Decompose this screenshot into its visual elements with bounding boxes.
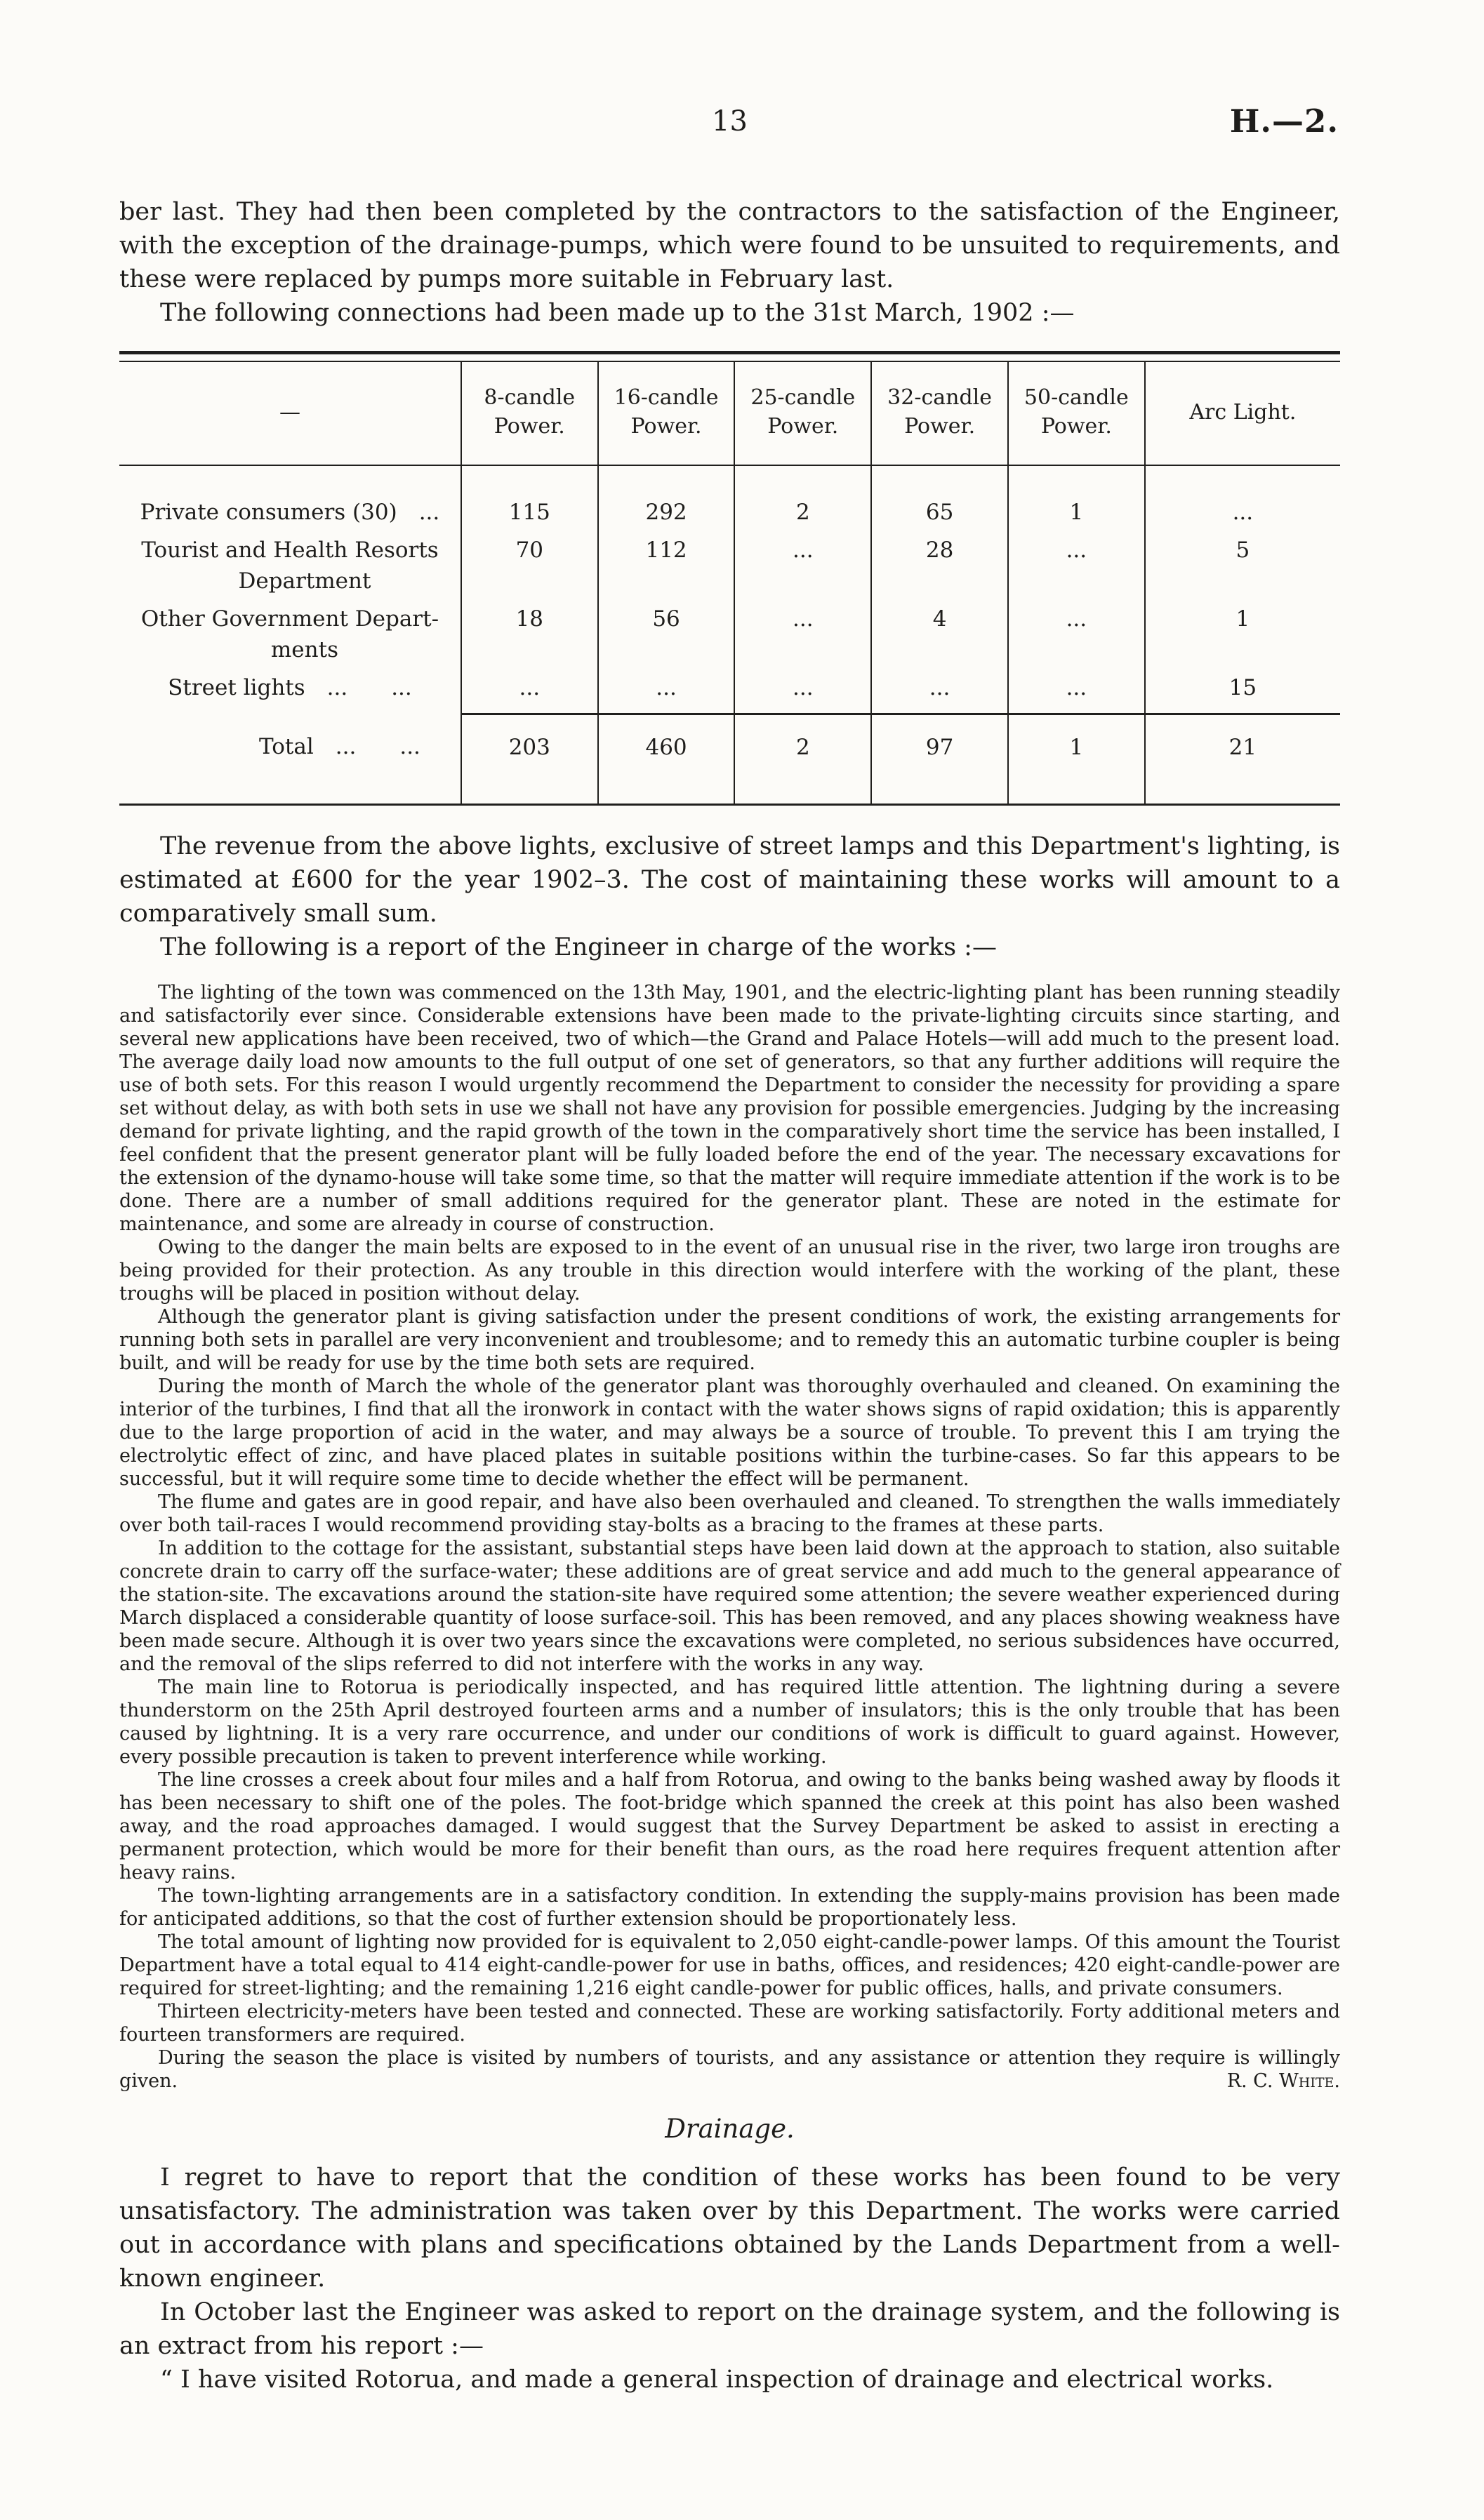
column-header-32-candle: 32-candle Power. [871,362,1008,465]
column-header-arc-light: Arc Light. [1145,362,1340,465]
column-header-8-candle: 8-candle Power. [461,362,598,465]
cell-value: 56 [598,600,735,669]
table-header [119,362,1340,465]
cell-value: ... [598,669,735,714]
total-value: 21 [1145,714,1340,805]
row-label: Private consumers (30) ... [119,465,461,531]
report-paragraph: In addition to the cottage for the assistant, substantial steps have been laid down at the approach to station, also suitable concrete drain to carry off the surface-water; these additions are of great service and add much to the general appearance of the station-site. The excavations around the station-site have required some attention; the severe weather experienced during March displaced a considerable quantity of loose surface-soil. This has been removed, and any places showing weakness have been made secure. Although it is over two years since the excavations were completed, no serious subsidences have occurred, and the removal of the slips referred to did not interfere with the works in any way. [119,1538,1340,1675]
engineer-report-section [119,981,1340,2093]
table-total-row [119,714,1340,805]
cell-value: ... [734,600,871,669]
cell-value: 292 [598,465,735,531]
cell-value: 65 [871,465,1008,531]
table-row [119,669,1340,714]
table-top-rule-heavy [119,351,1340,354]
row-label: Other Government Depart- ments [119,600,461,669]
drainage-paragraph: I regret to have to report that the condition of these works has been found to be very unsatisfactory. The administration was taken over by this Department. The works were carried out in accordance with plans and specifications obtained by the Lands Department from a well-known engineer. [119,2164,1340,2293]
total-value: 97 [871,714,1008,805]
cell-value: ... [1008,600,1145,669]
drainage-section [119,2161,1340,2396]
revenue-paragraph: The revenue from the above lights, exclusive of street lamps and this Department's lighting, is estimated at £600 for the year 1902–3. The cost of maintaining these works will amount to a comparatively small sum. [119,832,1340,928]
summary-section [119,829,1340,964]
page-number: 13 [712,105,748,138]
cell-value: 18 [461,600,598,669]
cell-value: ... [871,669,1008,714]
cell-value: 1 [1235,606,1250,632]
intro-section [119,195,1340,330]
cell-value: 2 [734,465,871,531]
cell-value: ... [734,531,871,600]
report-paragraph: The flume and gates are in good repair, and have also been overhauled and cleaned. To strengthen the walls immediately over both tail-races I would recommend providing stay-bolts as a bracing to the frames at these parts. [119,1491,1340,1536]
document-reference: H.—2. [1229,102,1339,140]
cell-value: 1 [1008,465,1145,531]
cell-value: ... [461,669,598,714]
cell-value: 15 [1228,675,1257,700]
total-label: Total ... ... [119,714,461,805]
report-intro-paragraph: The following is a report of the Engineer in charge of the works :— [160,933,997,961]
report-paragraph: Thirteen electricity-meters have been tested and connected. These are working satisfactorily. Forty additional meters and fourteen transformers are required. [119,2001,1340,2046]
cell-value: ... [734,669,871,714]
drainage-heading: Drainage. [665,2114,795,2144]
table-intro-paragraph: The following connections had been made up to the 31st March, 1902 :— [160,299,1075,327]
column-header-50-candle: 50-candle Power. [1008,362,1145,465]
report-paragraph: Although the generator plant is giving satisfaction under the present conditions of work, the existing arrangements for running both sets in parallel are very inconvenient and troublesome; and to remedy this an automatic turbine coupler is being built, and will be ready for use by the time both sets are required. [119,1306,1340,1374]
table-row [119,600,1340,669]
table-row [119,465,1340,531]
report-paragraph: Owing to the danger the main belts are exposed to in the event of an unusual rise in the river, two large iron troughs are being provided for their protection. As any trouble in this direction would interfere with the working of the plant, these troughs will be placed in position without delay. [119,1236,1340,1305]
cell-value: ... [1232,500,1254,525]
cell-value: 5 [1235,538,1250,563]
signature: R. C. White. [1226,2070,1340,2092]
report-paragraph: During the month of March the whole of the generator plant was thoroughly overhauled and cleaned. On examining the interior of the turbines, I find that all the ironwork in contact with the water shows signs of rapid oxidation; this is apparently due to the large proportion of acid in the water, and may always be a source of trouble. To prevent this I am trying the electrolytic effect of zinc, and have placed plates in suitable positions within the turbine-cases. So far this appears to be successful, but it will require some time to decide whether the effect will be permanent. [119,1375,1340,1490]
table-row [119,531,1340,600]
total-value: 203 [461,714,598,805]
drainage-quote-paragraph: “ I have visited Rotorua, and made a general inspection of drainage and electrical works. [160,2366,1274,2394]
report-paragraph: The main line to Rotorua is periodically inspected, and has required little attention. The lightning during a severe thunderstorm on the 25th April destroyed fourteen arms and a number of insulators; this is the only trouble that has been caused by lightning. It is a very rare occurrence, and under our conditions of work is difficult to guard against. However, every possible precaution is taken to prevent interference while working. [119,1676,1340,1768]
total-value: 1 [1008,714,1145,805]
report-closing-paragraph: During the season the place is visited by numbers of tourists, and any assistance or attention they require is willingly given. R. C. White. [119,2047,1340,2092]
cell-value: ... [1008,531,1145,600]
column-header-25-candle: 25-candle Power. [734,362,871,465]
connections-table-wrapper [119,351,1340,806]
report-paragraph: The line crosses a creek about four miles and a half from Rotorua, and owing to the banks being washed away by floods it has been necessary to shift one of the poles. The foot-bridge which spanned the creek at this point has also been washed away, and the road approaches damaged. I would suggest that the Survey Department be asked to assist in erecting a permanent protection, which would be more for their benefit than ours, as the road here requires frequent attention after heavy rains. [119,1769,1340,1884]
cell-value: 115 [461,465,598,531]
report-paragraph: The lighting of the town was commenced on the 13th May, 1901, and the electric-lighting plant has been running steadily and satisfactorily ever since. Considerable extensions have been made to the private-lighting circuits since starting, and several new applications have been received, two of which—the Grand and Palace Hotels—will add much to the present load. The average daily load now amounts to the full output of one set of generators, so that any further additions will require the use of both sets. For this reason I would urgently recommend the Department to consider the necessity for providing a spare set without delay, as with both sets in use we shall not have any provision for possible emergencies. Judging by the increasing demand for private lighting, and the rapid growth of the town in the comparatively short time the service has been installed, I feel confident that the present generator plant will be fully loaded before the end of the year. The necessary excavations for the extension of the dynamo-house will take some time, so that the matter will require immediate attention if the work is to be done. There are a number of small additions required for the generator plant. These are noted in the estimate for maintenance, and some are already in course of construction. [119,982,1340,1235]
total-value: 460 [598,714,735,805]
drainage-paragraph: In October last the Engineer was asked to report on the drainage system, and the following is an extract from his report :— [119,2298,1340,2360]
column-header-16-candle: 16-candle Power. [598,362,735,465]
cell-value: ... [1008,669,1145,714]
report-paragraph: The total amount of lighting now provided for is equivalent to 2,050 eight-candle-power lamps. Of this amount the Tourist Department have a total equal to 414 eight-candle-power for use in baths, offices, and residences; 420 eight-candle-power are required for street-lighting; and the remaining 1,216 eight candle-power for public offices, halls, and private consumers. [119,1931,1340,1999]
report-paragraph: The town-lighting arrangements are in a satisfactory condition. In extending the supply-mains provision has been made for anticipated additions, so that the cost of further extension should be proportionately less. [119,1885,1340,1930]
table-body [119,465,1340,805]
cell-value: 70 [461,531,598,600]
row-label: Tourist and Health Resorts Department [119,531,461,600]
continuation-paragraph: ber last. They had then been completed by the contractors to the satisfaction of the Engineer, with the exception of the drainage-pumps, which were found to be unsuited to requirements, and these were replaced by pumps more suitable in February last. [119,198,1340,293]
column-header-blank: — [119,362,461,465]
row-label: Street lights ... ... [119,669,461,714]
running-head [119,102,1340,152]
cell-value: 28 [871,531,1008,600]
cell-value: 4 [871,600,1008,669]
cell-value: 112 [598,531,735,600]
total-value: 2 [734,714,871,805]
connections-table [119,362,1340,806]
